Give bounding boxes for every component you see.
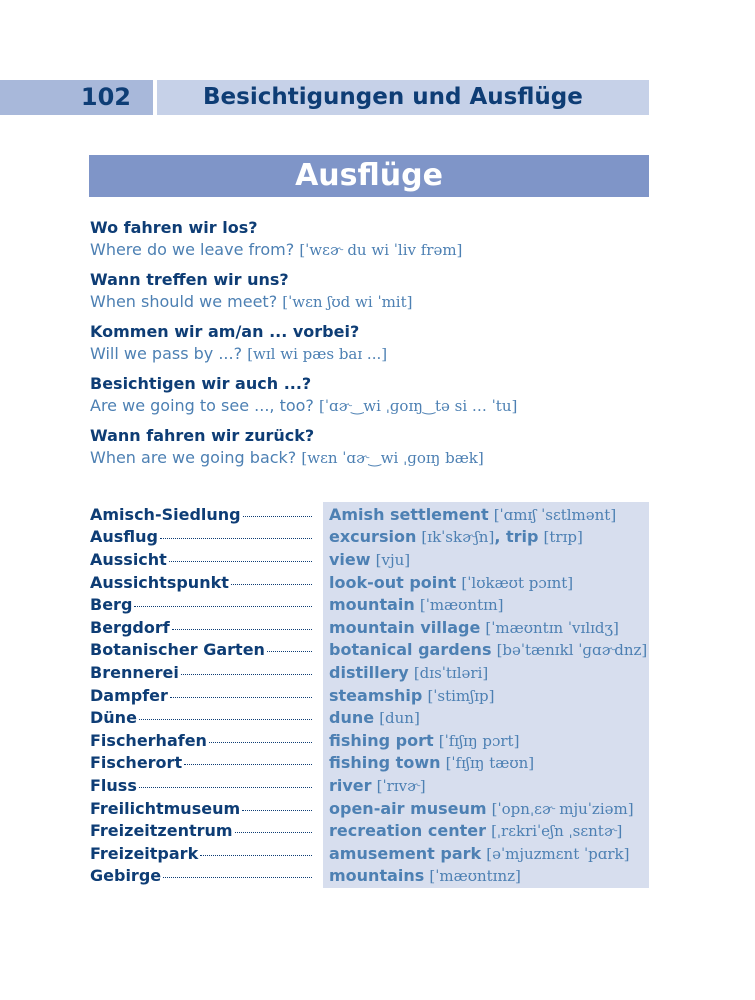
section-title: Ausflüge xyxy=(89,155,649,197)
vocab-english: view xyxy=(329,549,371,569)
vocab-row xyxy=(90,593,650,616)
phrase-pronunciation: [ˈɑɚ‿wi ˌɡoɪŋ‿tə si … ˈtu] xyxy=(319,397,518,415)
vocab-pronunciation: [dɪsˈtɪləri] xyxy=(413,663,489,682)
vocab-row xyxy=(90,526,650,549)
vocab-pronunciation: [dun] xyxy=(379,709,420,728)
vocab-pronunciation: [əˈmjuzmɛnt ˈpɑrk] xyxy=(486,844,630,863)
vocab-term xyxy=(90,573,312,592)
vocab-pronunciation: [ˈlʊkæʊt pɔɪnt] xyxy=(461,573,574,592)
phrase-item xyxy=(90,217,690,261)
vocab-english: mountain village xyxy=(329,617,481,637)
vocab-pronunciation: [ˈfɪʃɪŋ pɔrt] xyxy=(438,731,520,750)
page-number: 102 xyxy=(0,80,153,115)
vocab-translation xyxy=(329,708,650,727)
phrase-english-text: Will we pass by ...? xyxy=(90,344,243,363)
phrase-pronunciation: [wɪl wi pæs baɪ ...] xyxy=(247,345,388,363)
vocab-term xyxy=(90,844,312,863)
vocab-english: fishing port xyxy=(329,730,434,750)
vocab-german: Düne xyxy=(90,708,137,728)
phrase-pronunciation: [ˈwɛn ʃʊd wi ˈmit] xyxy=(282,293,413,311)
phrase-english xyxy=(90,395,690,417)
vocab-english-alt: , trip xyxy=(494,527,539,547)
vocab-german: Aussichtspunkt xyxy=(90,572,229,592)
vocab-term xyxy=(90,595,312,614)
dotted-leader xyxy=(267,651,312,652)
vocab-pronunciation: [ˈopnˌɛɚ mjuˈziəm] xyxy=(491,799,634,818)
vocab-translation xyxy=(329,776,650,795)
vocab-pronunciation: [ˈstimʃɪp] xyxy=(427,686,495,705)
vocab-term xyxy=(90,550,312,569)
vocab-term xyxy=(90,799,312,818)
vocab-german: Aussicht xyxy=(90,549,167,569)
vocab-translation xyxy=(329,663,650,682)
dotted-leader xyxy=(139,787,312,788)
dotted-leader xyxy=(243,516,312,517)
vocab-translation xyxy=(329,753,650,772)
vocab-translation xyxy=(329,618,650,637)
vocab-translation xyxy=(329,799,650,818)
vocab-pronunciation: [vju] xyxy=(375,550,411,569)
vocab-term xyxy=(90,640,312,659)
vocab-row xyxy=(90,639,650,662)
vocab-german: Gebirge xyxy=(90,866,162,886)
vocab-german: Freizeitzentrum xyxy=(90,821,233,841)
vocab-row xyxy=(90,616,650,639)
vocab-pronunciation: [ˈmæʊntɪn] xyxy=(419,596,504,615)
vocab-translation xyxy=(329,844,650,863)
vocab-pronunciation: [bəˈtænɪkl ˈɡɑɚdnz] xyxy=(496,641,648,660)
phrase-english xyxy=(90,447,690,469)
vocab-german: Fischerhafen xyxy=(90,730,207,750)
phrase-item xyxy=(90,425,690,469)
vocab-english: dune xyxy=(329,708,375,728)
vocab-german: Berg xyxy=(90,595,133,615)
vocab-term xyxy=(90,527,312,546)
phrase-pronunciation: [wɛn ˈɑɚ‿wi ˌɡoɪŋ bæk] xyxy=(301,449,484,467)
phrase-english xyxy=(90,239,690,261)
page-header xyxy=(0,80,649,115)
vocab-german: Bergdorf xyxy=(90,617,170,637)
vocab-pronunciation: [ˈfɪʃɪŋ tæʊn] xyxy=(445,754,535,773)
vocab-row xyxy=(90,661,650,684)
vocab-term xyxy=(90,663,312,682)
vocab-row xyxy=(90,684,650,707)
vocab-translation xyxy=(329,527,650,546)
dotted-leader xyxy=(209,742,312,743)
dotted-leader xyxy=(160,538,312,539)
vocab-english: excursion xyxy=(329,527,417,547)
vocab-pronunciation: [ˈmæʊntɪn ˈvɪlɪdʒ] xyxy=(485,618,619,637)
dotted-leader xyxy=(163,877,312,878)
vocab-translation xyxy=(329,686,650,705)
vocab-pronunciation: [ˌrɛkriˈeʃn ˌsɛntɚ] xyxy=(491,822,623,841)
dotted-leader xyxy=(200,855,312,856)
phrase-english xyxy=(90,291,690,313)
vocab-english: mountain xyxy=(329,595,415,615)
vocab-english: steamship xyxy=(329,685,423,705)
vocab-translation xyxy=(329,595,650,614)
vocab-row xyxy=(90,842,650,865)
vocab-english: Amish settlement xyxy=(329,504,489,524)
vocab-row xyxy=(90,865,650,888)
vocab-german: Amisch-Siedlung xyxy=(90,504,241,524)
vocab-term xyxy=(90,821,312,840)
dotted-leader xyxy=(184,764,312,765)
dotted-leader xyxy=(181,674,312,675)
phrase-english-text: When are we going back? xyxy=(90,448,297,467)
vocab-german: Brennerei xyxy=(90,662,179,682)
phrase-item xyxy=(90,269,690,313)
vocab-german: Ausflug xyxy=(90,527,158,547)
phrase-english-text: Where do we leave from? xyxy=(90,240,295,259)
vocab-row xyxy=(90,752,650,775)
vocab-pronunciation: [ɪkˈskɚʃn] xyxy=(421,528,495,547)
chapter-title: Besichtigungen und Ausflüge xyxy=(157,80,649,115)
vocab-term xyxy=(90,618,312,637)
vocab-row xyxy=(90,819,650,842)
vocab-english: river xyxy=(329,775,372,795)
vocab-english: fishing town xyxy=(329,753,441,773)
dotted-leader xyxy=(169,561,312,562)
phrase-german: Wann fahren wir zurück? xyxy=(90,426,315,445)
dotted-leader xyxy=(134,606,312,607)
vocab-translation xyxy=(329,640,650,659)
vocab-translation xyxy=(329,550,650,569)
vocab-english: look-out point xyxy=(329,572,457,592)
dotted-leader xyxy=(242,810,312,811)
vocab-translation xyxy=(329,573,650,592)
dotted-leader xyxy=(231,584,312,585)
dotted-leader xyxy=(172,629,312,630)
vocabulary-list xyxy=(90,503,650,887)
vocab-pronunciation-alt: [trɪp] xyxy=(543,528,583,547)
vocab-term xyxy=(90,866,312,885)
vocab-german: Fluss xyxy=(90,775,137,795)
phrase-english-text: When should we meet? xyxy=(90,292,278,311)
vocab-english: open-air museum xyxy=(329,798,487,818)
vocab-term xyxy=(90,776,312,795)
vocab-english: recreation center xyxy=(329,821,486,841)
vocab-pronunciation: [ˈrɪvɚ] xyxy=(376,776,426,795)
vocab-translation xyxy=(329,731,650,750)
vocab-term xyxy=(90,708,312,727)
vocab-pronunciation: [ˈɑmɪʃ ˈsɛtlmənt] xyxy=(493,505,617,524)
phrase-list xyxy=(90,217,690,477)
vocab-row xyxy=(90,774,650,797)
vocab-row xyxy=(90,729,650,752)
phrase-german: Kommen wir am/an ... vorbei? xyxy=(90,322,360,341)
vocab-english: botanical gardens xyxy=(329,640,492,660)
vocab-english: distillery xyxy=(329,662,409,682)
vocab-row xyxy=(90,571,650,594)
dotted-leader xyxy=(170,697,312,698)
vocab-translation xyxy=(329,866,650,885)
vocab-row xyxy=(90,706,650,729)
vocab-english: mountains xyxy=(329,866,425,886)
phrase-item xyxy=(90,321,690,365)
vocab-german: Dampfer xyxy=(90,685,168,705)
vocab-english: amusement park xyxy=(329,843,482,863)
vocab-german: Freizeitpark xyxy=(90,843,199,863)
vocab-row xyxy=(90,548,650,571)
vocab-translation xyxy=(329,821,650,840)
vocab-term xyxy=(90,686,312,705)
vocab-pronunciation: [ˈmæʊntɪnz] xyxy=(429,867,521,886)
vocab-row xyxy=(90,797,650,820)
vocab-german: Fischerort xyxy=(90,753,183,773)
phrase-english-text: Are we going to see ..., too? xyxy=(90,396,314,415)
vocab-term xyxy=(90,505,312,524)
phrase-english xyxy=(90,343,690,365)
vocab-translation xyxy=(329,505,650,524)
phrase-item xyxy=(90,373,690,417)
vocab-german: Botanischer Garten xyxy=(90,640,265,660)
vocab-row xyxy=(90,503,650,526)
dotted-leader xyxy=(139,719,312,720)
phrase-german: Besichtigen wir auch ...? xyxy=(90,374,312,393)
phrase-pronunciation: [ˈwɛɚ du wi ˈliv frəm] xyxy=(299,241,463,259)
vocab-german: Freilichtmuseum xyxy=(90,798,241,818)
vocab-term xyxy=(90,731,312,750)
dotted-leader xyxy=(235,832,312,833)
phrase-german: Wann treffen wir uns? xyxy=(90,270,289,289)
phrase-german: Wo fahren wir los? xyxy=(90,218,258,237)
vocab-term xyxy=(90,753,312,772)
